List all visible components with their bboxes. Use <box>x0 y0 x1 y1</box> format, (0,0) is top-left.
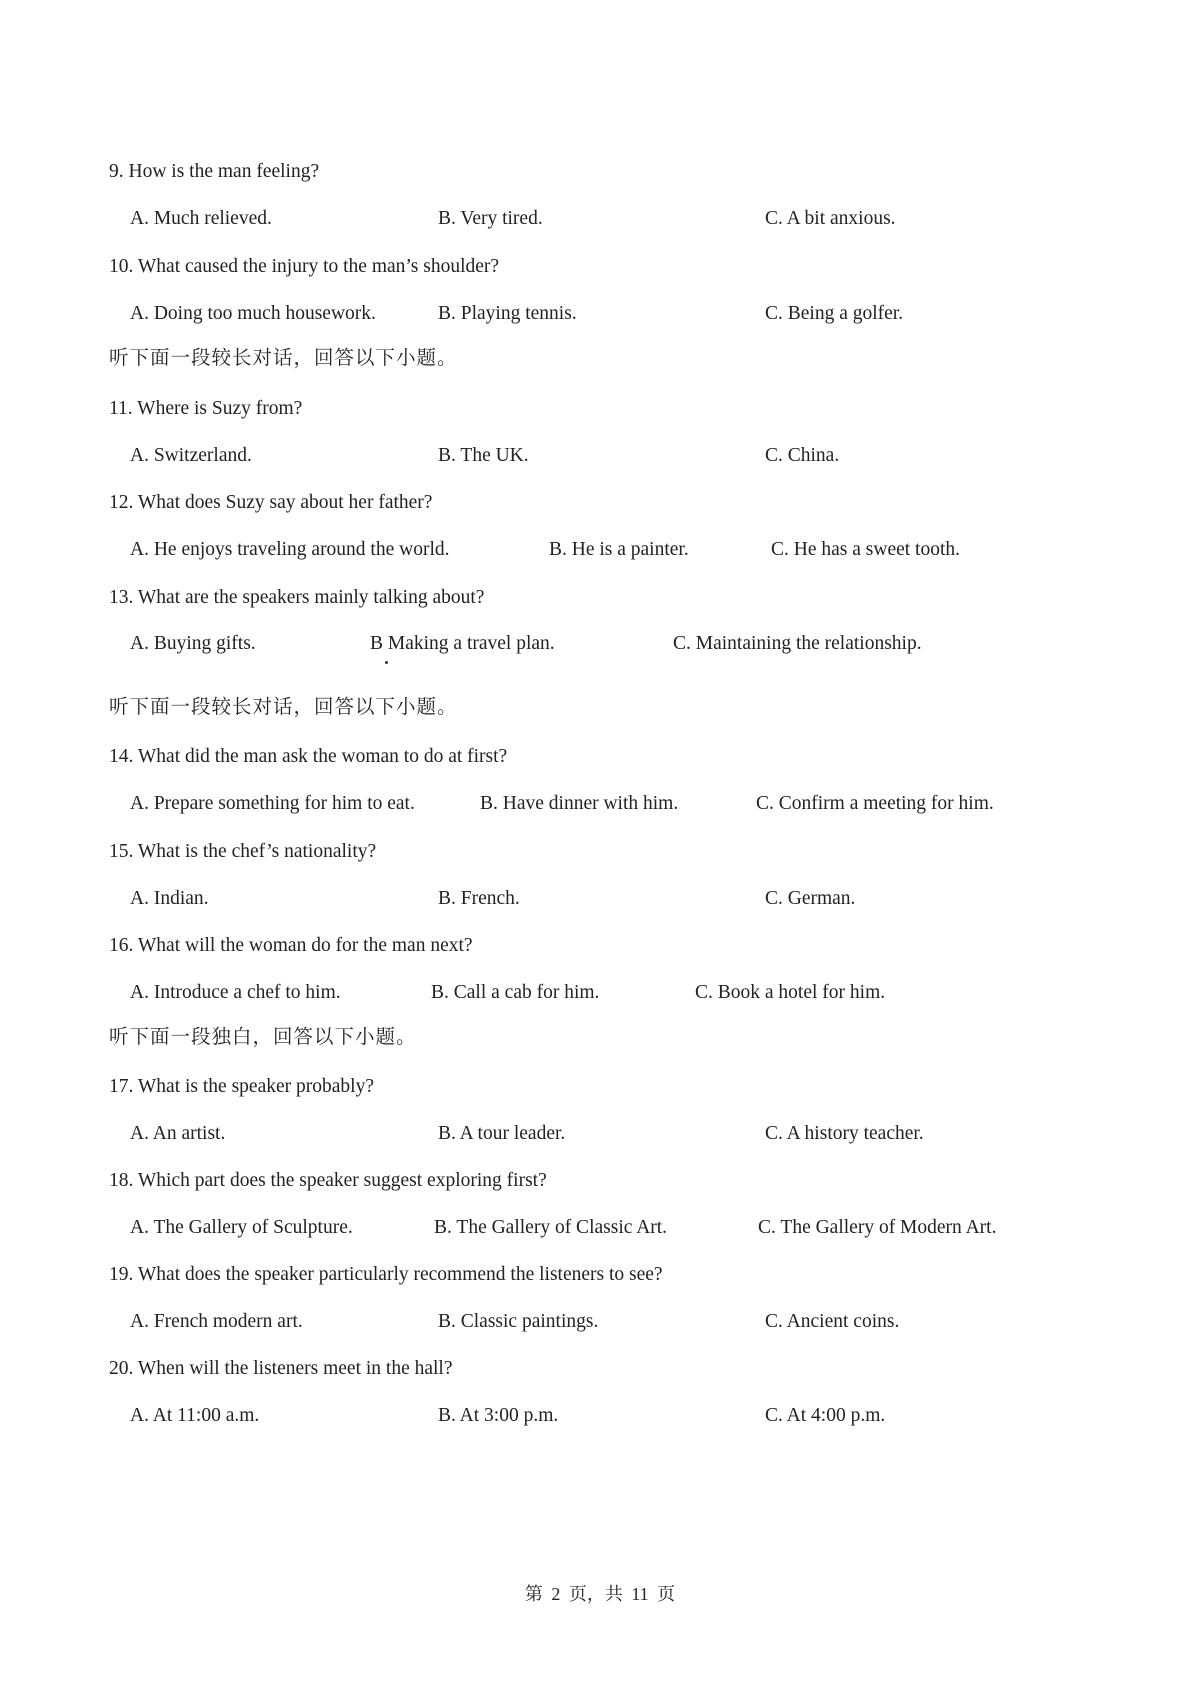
option-a: A. Switzerland. <box>130 445 252 466</box>
option-c: C. Maintaining the relationship. <box>673 633 922 654</box>
option-b: B. Playing tennis. <box>438 303 577 324</box>
option-a: A. He enjoys traveling around the world. <box>130 539 450 560</box>
option-b: B. A tour leader. <box>438 1123 566 1144</box>
option-c: C. German. <box>765 888 856 909</box>
option-a: A. Buying gifts. <box>130 633 256 654</box>
option-b: B. French. <box>438 888 520 909</box>
option-b: B. Classic paintings. <box>438 1311 599 1332</box>
question-stem: 10. What caused the injury to the man’s shoulder? <box>109 256 500 277</box>
question-stem: 9. How is the man feeling? <box>109 161 320 182</box>
option-c: C. Ancient coins. <box>765 1311 900 1332</box>
question-stem: 16. What will the woman do for the man next? <box>109 935 473 956</box>
option-a: A. Prepare something for him to eat. <box>130 793 415 814</box>
question-stem: 11. Where is Suzy from? <box>109 398 303 419</box>
question-stem: 20. When will the listeners meet in the hall? <box>109 1358 453 1379</box>
question-stem: 12. What does Suzy say about her father? <box>109 492 433 513</box>
option-a: A. Much relieved. <box>130 208 272 229</box>
option-b: B. He is a painter. <box>549 539 689 560</box>
option-a: A. An artist. <box>130 1123 226 1144</box>
option-a: A. At 11:00 a.m. <box>130 1405 260 1426</box>
option-a: A. Doing too much housework. <box>130 303 376 324</box>
option-c: C. A history teacher. <box>765 1123 924 1144</box>
option-a: A. Introduce a chef to him. <box>130 982 341 1003</box>
option-c: C. Confirm a meeting for him. <box>756 793 994 814</box>
question-stem: 13. What are the speakers mainly talking about? <box>109 587 485 608</box>
page-number: 第 2 页，共 11 页 <box>524 1584 676 1604</box>
option-a: A. French modern art. <box>130 1311 303 1332</box>
section-instruction: 听下面一段独白，回答以下小题。 <box>109 1027 417 1048</box>
option-b: B. Very tired. <box>438 208 543 229</box>
option-b: B. The UK. <box>438 445 529 466</box>
option-c: C. The Gallery of Modern Art. <box>758 1217 997 1238</box>
question-stem: 19. What does the speaker particularly recommend the listeners to see? <box>109 1264 663 1285</box>
question-stem: 18. Which part does the speaker suggest exploring first? <box>109 1170 547 1191</box>
option-b: B. At 3:00 p.m. <box>438 1405 559 1426</box>
option-c: C. A bit anxious. <box>765 208 896 229</box>
question-stem: 14. What did the man ask the woman to do at first? <box>109 746 508 767</box>
question-stem: 15. What is the chef’s nationality? <box>109 841 377 862</box>
option-c: C. Being a golfer. <box>765 303 904 324</box>
section-instruction: 听下面一段较长对话，回答以下小题。 <box>109 348 458 369</box>
option-c: C. China. <box>765 445 840 466</box>
section-instruction: 听下面一段较长对话，回答以下小题。 <box>109 697 458 718</box>
option-b: B. The Gallery of Classic Art. <box>434 1217 668 1238</box>
option-b: B. Call a cab for him. <box>431 982 600 1003</box>
option-b: B. Have dinner with him. <box>480 793 679 814</box>
question-stem: 17. What is the speaker probably? <box>109 1076 374 1097</box>
option-c: C. Book a hotel for him. <box>695 982 886 1003</box>
option-a: A. Indian. <box>130 888 209 909</box>
option-c: C. At 4:00 p.m. <box>765 1405 886 1426</box>
option-c: C. He has a sweet tooth. <box>771 539 961 560</box>
stray-dot <box>385 661 388 664</box>
option-b: B Making a travel plan. <box>370 633 555 654</box>
option-a: A. The Gallery of Sculpture. <box>130 1217 353 1238</box>
